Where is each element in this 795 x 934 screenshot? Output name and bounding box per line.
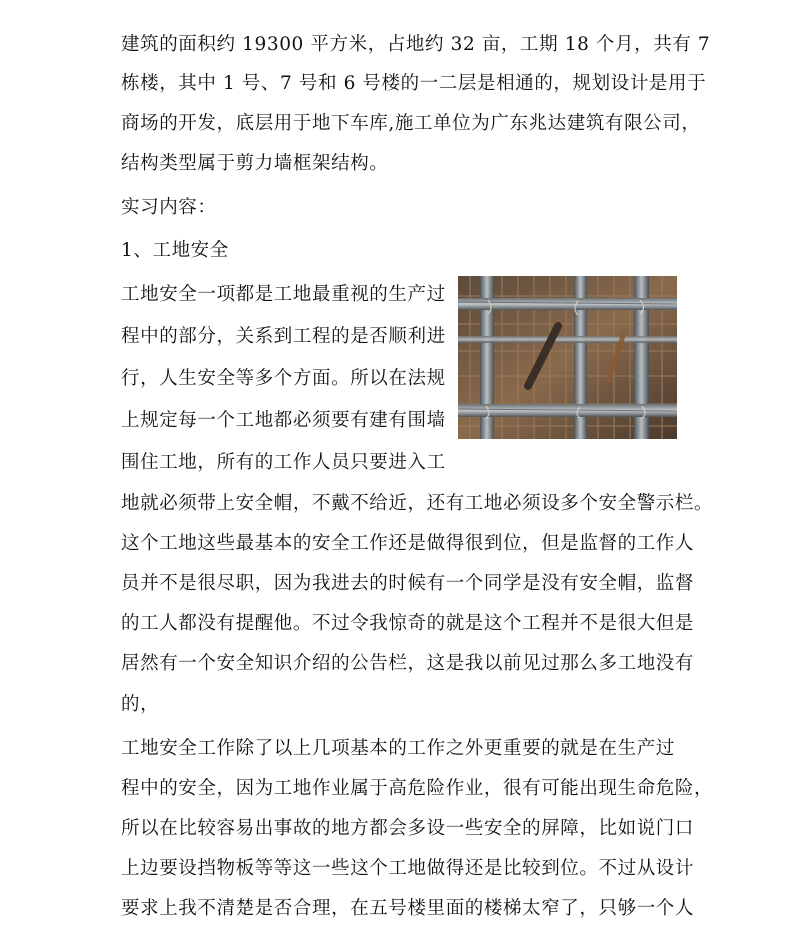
paragraph-line: 建筑的面积约 19300 平方米，占地约 32 亩，工期 18 个月，共有 7 bbox=[121, 34, 711, 55]
paragraph-line: 程中的部分，关系到工程的是否顺利进 bbox=[121, 326, 446, 347]
paragraph-line: 上规定每一个工地都必须要有建有围墙 bbox=[121, 410, 446, 431]
paragraph-line: 员并不是很尽职，因为我进去的时候有一个同学是没有安全帽，监督 bbox=[121, 573, 695, 594]
section-heading: 1、工地安全 bbox=[121, 240, 229, 261]
paragraph-line: 程中的安全，因为工地作业属于高危险作业，很有可能出现生命危险， bbox=[121, 778, 714, 799]
paragraph-line: 结构类型属于剪力墙框架结构。 bbox=[121, 153, 389, 174]
paragraph-line: 地就必须带上安全帽，不戴不给近，还有工地必须设多个安全警示栏。 bbox=[121, 493, 714, 514]
paragraph-line: 的工人都没有提醒他。不过令我惊奇的就是这个工程并不是很大但是 bbox=[121, 613, 695, 634]
paragraph-line: 行，人生安全等多个方面。所以在法规 bbox=[121, 368, 446, 389]
section-label: 实习内容： bbox=[121, 197, 217, 218]
paragraph-line: 围住工地，所有的工作人员只要进入工 bbox=[121, 452, 446, 473]
paragraph-line: 要求上我不清楚是否合理，在五号楼里面的楼梯太窄了，只够一个人 bbox=[121, 898, 695, 919]
paragraph-line: 商场的开发，底层用于地下车库,施工单位为广东兆达建筑有限公司， bbox=[121, 113, 701, 134]
paragraph-line: 上边要设挡物板等等这一些这个工地做得还是比较到位。不过从设计 bbox=[121, 858, 695, 879]
rebar-photo bbox=[458, 276, 677, 439]
paragraph-line: 所以在比较容易出事故的地方都会多设一些安全的屏障，比如说门口 bbox=[121, 818, 695, 839]
paragraph-line: 的， bbox=[121, 694, 160, 715]
paragraph-line: 居然有一个安全知识介绍的公告栏，这是我以前见过那么多工地没有 bbox=[121, 653, 695, 674]
paragraph-line: 工地安全工作除了以上几项基本的工作之外更重要的就是在生产过 bbox=[121, 738, 675, 759]
paragraph-line: 栋楼，其中 1 号、7 号和 6 号楼的一二层是相通的，规划设计是用于 bbox=[121, 73, 707, 94]
paragraph-line: 这个工地这些最基本的安全工作还是做得很到位，但是监督的工作人 bbox=[121, 533, 695, 554]
paragraph-line: 工地安全一项都是工地最重视的生产过 bbox=[121, 284, 446, 305]
